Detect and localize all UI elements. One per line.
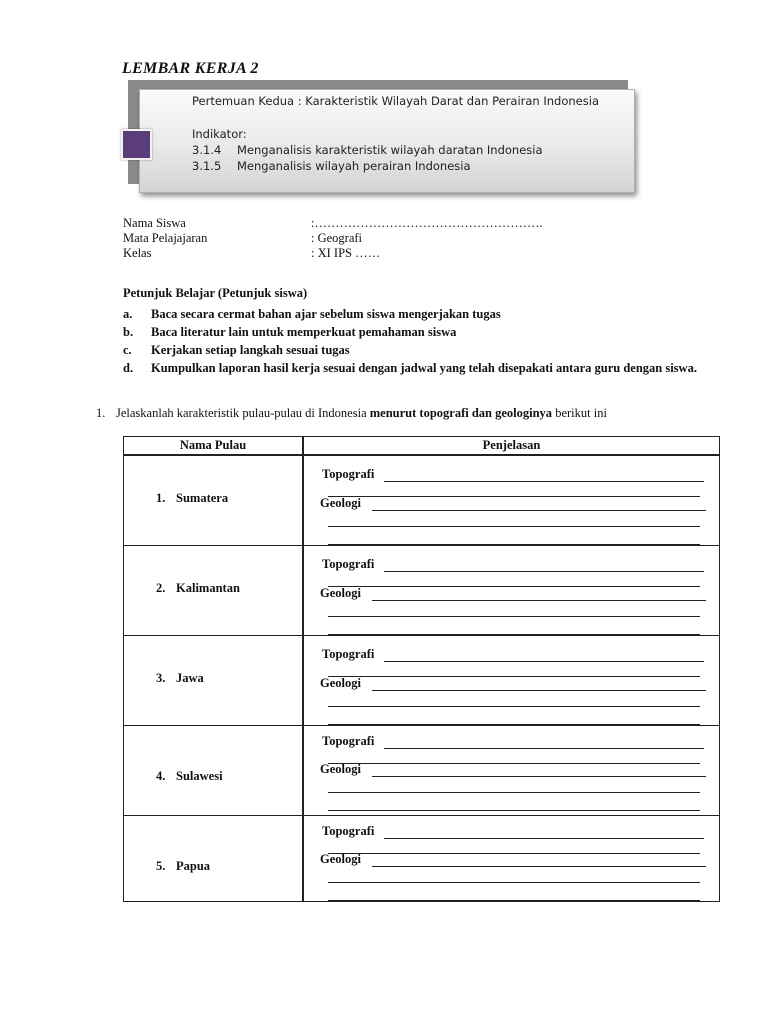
indicator-item (192, 159, 471, 173)
indicator-code: 3.1.4 (192, 143, 222, 157)
meeting-title: Pertemuan Kedua : Karakteristik Wilayah Darat dan Perairan Indonesia (192, 94, 599, 108)
geologi-answer-line[interactable] (372, 866, 706, 867)
student-name-row (123, 216, 543, 231)
worksheet-title: LEMBAR KERJA 2 (122, 60, 259, 77)
class-row (123, 246, 380, 261)
indicator-item (192, 143, 543, 157)
answer-line[interactable] (328, 724, 700, 725)
answer-line[interactable] (328, 900, 700, 901)
topografi-label: Topografi (322, 824, 375, 838)
guide-step (123, 361, 723, 376)
indicator-text: Menganalisis karakteristik wilayah daratan Indonesia (237, 143, 543, 157)
question-emphasis: menurut topografi dan geologinya (369, 406, 553, 420)
topografi-label: Topografi (322, 734, 375, 748)
field-value: : XI IPS …… (311, 246, 381, 260)
question-number: 1. (96, 406, 106, 420)
geologi-answer-line[interactable] (372, 510, 706, 511)
answer-table (123, 436, 720, 902)
field-label: Mata Pelajajaran (123, 231, 208, 245)
island-name: Sumatera (176, 491, 229, 505)
answer-line[interactable] (328, 586, 700, 587)
island-number: 1. (156, 491, 166, 505)
island-name: Papua (176, 859, 211, 873)
step-text: Kerjakan setiap langkah sesuai tugas (151, 343, 350, 357)
topografi-answer-line[interactable] (384, 748, 704, 749)
guide-step (123, 307, 723, 322)
answer-line[interactable] (328, 616, 700, 617)
geologi-label: Geologi (320, 852, 361, 866)
geologi-label: Geologi (320, 586, 361, 600)
island-name: Sulawesi (176, 769, 223, 783)
topografi-answer-line[interactable] (384, 661, 704, 662)
topografi-answer-line[interactable] (384, 838, 704, 839)
answer-line[interactable] (328, 526, 700, 527)
info-box (139, 89, 635, 193)
table-row (124, 456, 719, 546)
topografi-answer-line[interactable] (384, 481, 704, 482)
step-text: Kumpulkan laporan hasil kerja sesuai dengan jadwal yang telah disepakati antara guru dengan siswa. (151, 361, 697, 375)
island-number: 3. (156, 671, 166, 685)
topografi-label: Topografi (322, 467, 375, 481)
geologi-label: Geologi (320, 496, 361, 510)
question-1 (96, 406, 607, 421)
geologi-answer-line[interactable] (372, 776, 706, 777)
geologi-answer-line[interactable] (372, 690, 706, 691)
answer-line[interactable] (328, 853, 700, 854)
answer-line[interactable] (328, 706, 700, 707)
table-row (124, 546, 719, 636)
field-value: : Geografi (311, 231, 363, 245)
island-number: 4. (156, 769, 166, 783)
island-number: 2. (156, 581, 166, 595)
answer-line[interactable] (328, 544, 700, 545)
decorative-square-icon (121, 129, 152, 160)
island-number: 5. (156, 859, 166, 873)
field-label: Nama Siswa (123, 216, 186, 230)
table-row (124, 816, 719, 901)
island-name-cell (156, 859, 210, 874)
column-header-island: Nama Pulau (179, 438, 247, 452)
question-text: Jelaskanlah karakteristik pulau-pulau di Indonesia (116, 406, 370, 420)
step-text: Baca secara cermat bahan ajar sebelum siswa mengerjakan tugas (151, 307, 501, 321)
geologi-answer-line[interactable] (372, 600, 706, 601)
indicator-text: Menganalisis wilayah perairan Indonesia (237, 159, 471, 173)
answer-line[interactable] (328, 763, 700, 764)
geologi-label: Geologi (320, 762, 361, 776)
step-letter: b. (123, 325, 134, 339)
indicator-code: 3.1.5 (192, 159, 222, 173)
step-letter: c. (123, 343, 132, 357)
column-header-explanation: Penjelasan (482, 438, 541, 452)
answer-line[interactable] (328, 676, 700, 677)
island-name: Jawa (176, 671, 204, 685)
guide-step (123, 343, 723, 358)
answer-line[interactable] (328, 634, 700, 635)
answer-line[interactable] (328, 496, 700, 497)
topografi-label: Topografi (322, 647, 375, 661)
table-header-row (124, 437, 719, 456)
answer-line[interactable] (328, 882, 700, 883)
geologi-label: Geologi (320, 676, 361, 690)
topografi-label: Topografi (322, 557, 375, 571)
subject-row (123, 231, 362, 246)
island-name-cell (156, 581, 240, 596)
answer-line[interactable] (328, 792, 700, 793)
question-text-end: berikut ini (552, 406, 607, 420)
indicator-heading: Indikator: (192, 127, 247, 141)
table-row (124, 726, 719, 816)
step-letter: d. (123, 361, 134, 375)
guide-heading: Petunjuk Belajar (Petunjuk siswa) (123, 286, 308, 300)
guide-step (123, 325, 723, 340)
step-text: Baca literatur lain untuk memperkuat pemahaman siswa (151, 325, 457, 339)
island-name-cell (156, 769, 223, 784)
island-name-cell (156, 671, 204, 686)
table-row (124, 636, 719, 726)
field-value: :………………………………………………. (311, 216, 543, 230)
island-name-cell (156, 491, 228, 506)
island-name: Kalimantan (176, 581, 240, 595)
topografi-answer-line[interactable] (384, 571, 704, 572)
answer-line[interactable] (328, 810, 700, 811)
step-letter: a. (123, 307, 133, 321)
field-label: Kelas (123, 246, 152, 260)
